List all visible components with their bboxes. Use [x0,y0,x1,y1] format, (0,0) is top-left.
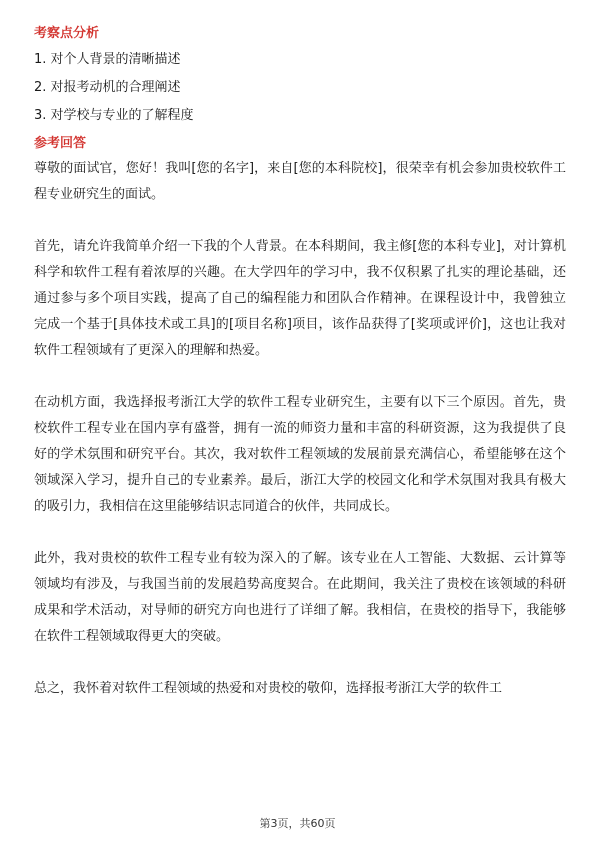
paragraph-motivation: 在动机方面，我选择报考浙江大学的软件工程专业研究生，主要有以下三个原因。首先，贵校软件工程专业在国内享有盛誉，拥有一流的师资力量和丰富的科研资源，这为我提供了良好的学术氛围和研究平台。其次，我对软件工程领域的发展前景充满信心，希望能够在这个领域深入学习，提升自己的专业素养。最后，浙江大学的校园文化和学术氛围对我具有极大的吸引力，我相信在这里能够结识志同道合的伙伴，共同成长。 [34,395,566,514]
page-number: 第3页，共60页 [259,817,336,830]
list-item: 1. 对个人背景的清晰描述 [34,52,181,67]
list-item: 3. 对学校与专业的了解程度 [34,108,194,123]
paragraph-greeting: 尊敬的面试官，您好！我叫[您的名字]，来自[您的本科院校]，很荣幸有机会参加贵校软件工程专业研究生的面试。 [34,161,566,202]
analysis-list [34,50,566,126]
list-item: 2. 对报考动机的合理阐述 [34,80,181,95]
paragraph-background: 首先，请允许我简单介绍一下我的个人背景。在本科期间，我主修[您的本科专业]，对计算机科学和软件工程有着浓厚的兴趣。在大学四年的学习中，我不仅积累了扎实的理论基础，还通过参与多个项目实践，提高了自己的编程能力和团队合作精神。在课程设计中，我曾独立完成一个基于[具体技术或工具]的[项目名称]项目，该作品获得了[奖项或评价]，这也让我对软件工程领域有了更深入的理解和热爱。 [34,239,566,358]
section-heading-analysis: 考察点分析 [34,26,100,41]
section-heading-answer: 参考回答 [34,136,87,151]
paragraph-conclusion: 总之，我怀着对软件工程领域的热爱和对贵校的敬仰，选择报考浙江大学的软件工 [34,681,503,696]
page-content [34,24,566,702]
paragraph-understanding: 此外，我对贵校的软件工程专业有较为深入的了解。该专业在人工智能、大数据、云计算等领域均有涉及，与我国当前的发展趋势高度契合。在此期间，我关注了贵校在该领域的科研成果和学术活动，对导师的研究方向也进行了详细了解。我相信，在贵校的指导下，我能够在软件工程领域取得更大的突破。 [34,551,566,644]
